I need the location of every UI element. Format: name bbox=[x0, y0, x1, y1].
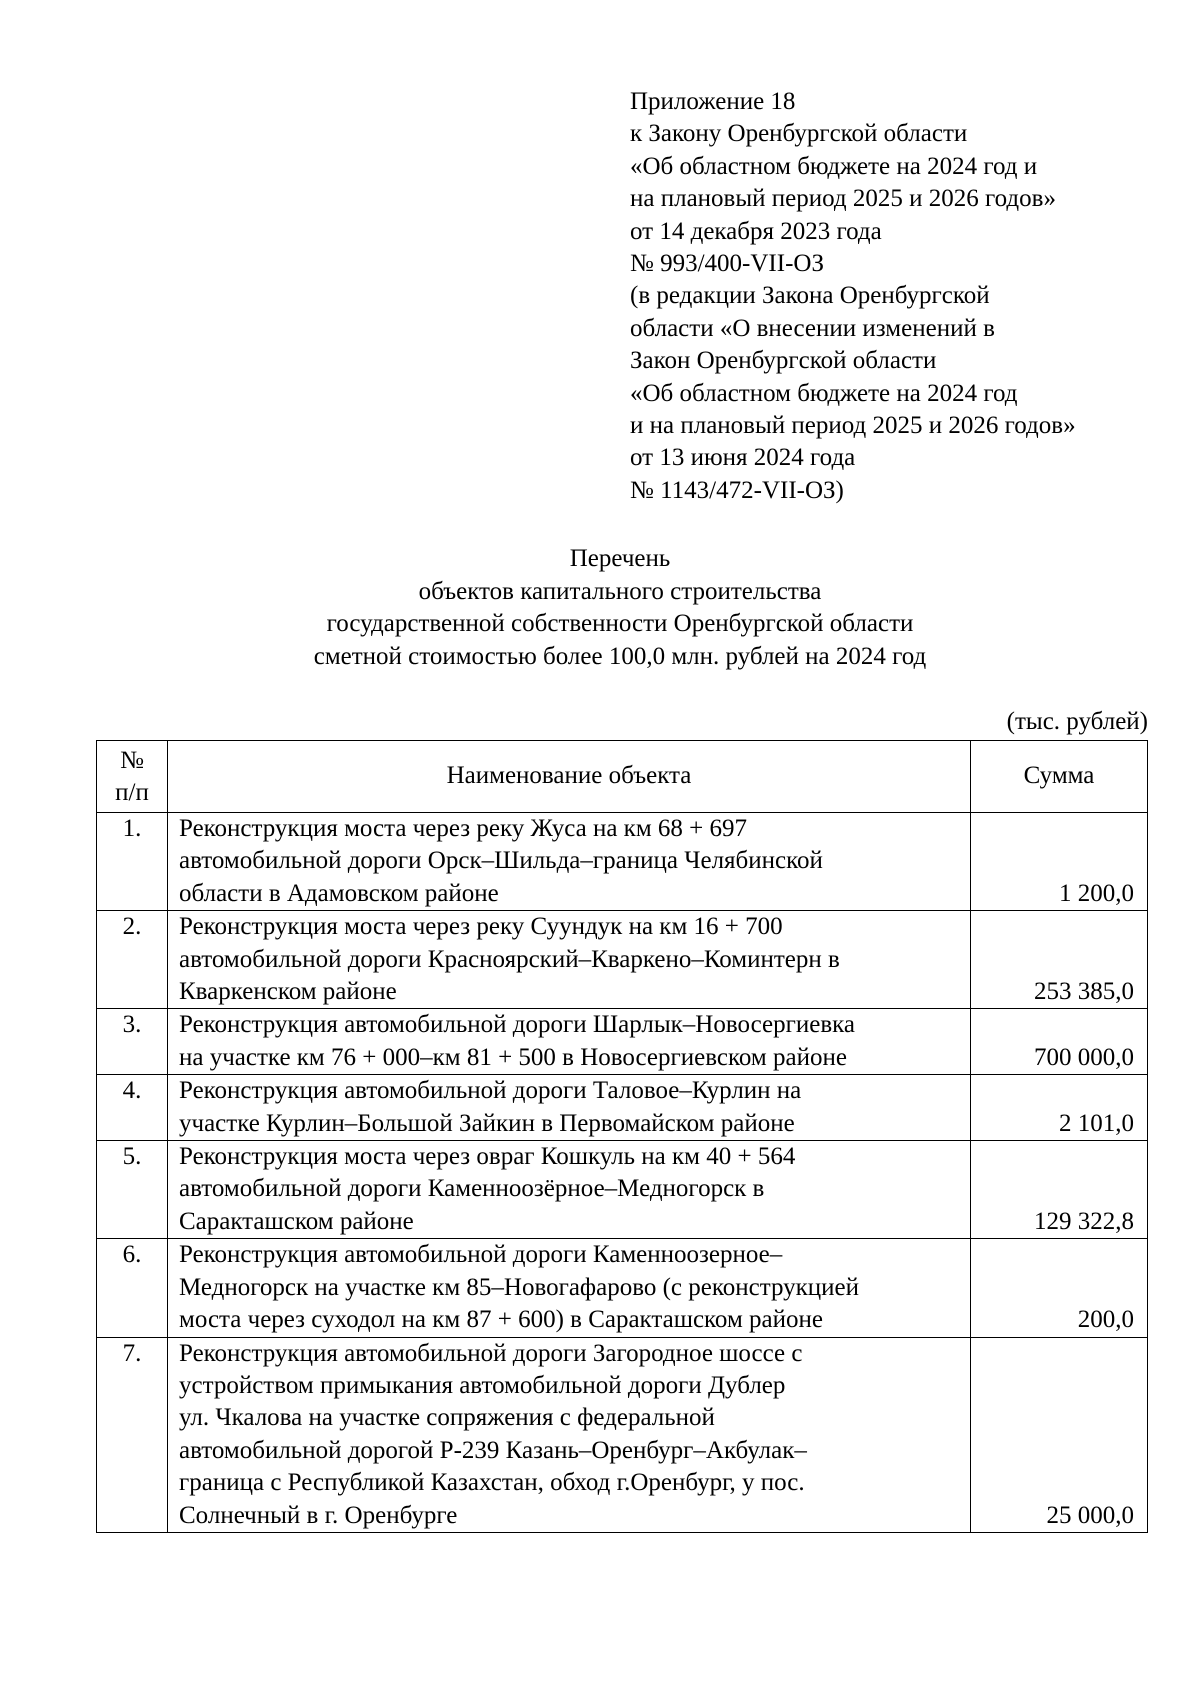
appendix-line: от 13 июня 2024 года bbox=[630, 444, 856, 472]
table-body bbox=[97, 813, 1148, 1533]
appendix-line: области «О внесении изменений в bbox=[630, 314, 995, 342]
appendix-line: на плановый период 2025 и 2026 годов» bbox=[630, 185, 1056, 213]
header-number-line2: п/п bbox=[115, 778, 149, 806]
document-title bbox=[0, 543, 1200, 673]
row-name-line: Солнечный в г. Оренбурге bbox=[179, 1501, 458, 1529]
appendix-line: № 1143/472-VII-ОЗ) bbox=[630, 476, 844, 504]
appendix-line: «Об областном бюджете на 2024 год bbox=[630, 379, 1018, 407]
row-sum: 200,0 bbox=[971, 1239, 1148, 1337]
row-sum: 253 385,0 bbox=[971, 911, 1148, 1009]
row-name-line: автомобильной дорогой Р-239 Казань–Оренбург–Акбулак– bbox=[179, 1436, 807, 1464]
appendix-block bbox=[630, 86, 1076, 507]
objects-table bbox=[96, 740, 1148, 1533]
row-number: 6. bbox=[97, 1239, 168, 1337]
row-name-line: на участке км 76 + 000–км 81 + 500 в Новосергиевском районе bbox=[179, 1043, 847, 1071]
row-name-line: Медногорск на участке км 85–Новогафарово (с реконструкцией bbox=[179, 1273, 860, 1301]
table-row bbox=[97, 1009, 1148, 1075]
header-sum: Сумма bbox=[971, 741, 1148, 813]
row-name bbox=[168, 1075, 971, 1141]
row-number: 7. bbox=[97, 1337, 168, 1532]
row-number: 2. bbox=[97, 911, 168, 1009]
row-name bbox=[168, 1337, 971, 1532]
table-row bbox=[97, 911, 1148, 1009]
row-name-line: участке Курлин–Большой Зайкин в Первомайском районе bbox=[179, 1109, 795, 1137]
row-name bbox=[168, 813, 971, 911]
row-name-line: моста через суходол на км 87 + 600) в Саракташском районе bbox=[179, 1306, 823, 1334]
row-name-line: Реконструкция моста через овраг Кошкуль на км 40 + 564 bbox=[179, 1143, 796, 1171]
row-name-line: автомобильной дороги Орск–Шильда–граница Челябинской bbox=[179, 847, 823, 875]
header-number bbox=[97, 741, 168, 813]
row-name-line: Реконструкция автомобильной дороги Шарлык–Новосергиевка bbox=[179, 1011, 855, 1039]
appendix-line: Приложение 18 bbox=[630, 88, 796, 115]
row-name-line: Реконструкция моста через реку Суундук на км 16 + 700 bbox=[179, 913, 783, 941]
row-name-line: Реконструкция моста через реку Жуса на км 68 + 697 bbox=[179, 815, 747, 842]
row-name-line: Реконструкция автомобильной дороги Загородное шоссе с bbox=[179, 1339, 803, 1367]
header-name: Наименование объекта bbox=[168, 741, 971, 813]
row-name bbox=[168, 1009, 971, 1075]
appendix-line: к Закону Оренбургской области bbox=[630, 120, 968, 148]
row-sum: 129 322,8 bbox=[971, 1141, 1148, 1239]
table-row bbox=[97, 1141, 1148, 1239]
table-row bbox=[97, 1239, 1148, 1337]
row-number: 5. bbox=[97, 1141, 168, 1239]
row-number: 4. bbox=[97, 1075, 168, 1141]
row-name-line: ул. Чкалова на участке сопряжения с федеральной bbox=[179, 1404, 715, 1432]
appendix-line: Закон Оренбургской области bbox=[630, 347, 937, 375]
row-sum: 2 101,0 bbox=[971, 1075, 1148, 1141]
title-line: сметной стоимостью более 100,0 млн. рублей на 2024 год bbox=[313, 642, 927, 670]
row-name-line: устройством примыкания автомобильной дороги Дублер bbox=[179, 1371, 786, 1399]
appendix-line: «Об областном бюджете на 2024 год и bbox=[630, 152, 1038, 180]
appendix-line: от 14 декабря 2023 года bbox=[630, 217, 882, 245]
title-line: объектов капитального строительства bbox=[418, 577, 822, 605]
row-name-line: граница с Республикой Казахстан, обход г.Оренбург, у пос. bbox=[179, 1469, 805, 1497]
appendix-line: и на плановый период 2025 и 2026 годов» bbox=[630, 412, 1076, 440]
units-label: (тыс. рублей) bbox=[1006, 708, 1148, 735]
row-number: 1. bbox=[97, 813, 168, 911]
appendix-line: (в редакции Закона Оренбургской bbox=[630, 282, 990, 310]
row-name bbox=[168, 911, 971, 1009]
title-line: государственной собственности Оренбургской области bbox=[326, 610, 914, 637]
table-row bbox=[97, 1075, 1148, 1141]
row-number: 3. bbox=[97, 1009, 168, 1075]
row-name-line: области в Адамовском районе bbox=[179, 879, 499, 907]
row-sum: 25 000,0 bbox=[971, 1337, 1148, 1532]
appendix-line: № 993/400-VII-ОЗ bbox=[630, 250, 824, 278]
row-name-line: автомобильной дороги Красноярский–Кваркено–Коминтерн в bbox=[179, 945, 840, 973]
row-sum: 1 200,0 bbox=[971, 813, 1148, 911]
table-header-row bbox=[97, 741, 1148, 813]
title-line: Перечень bbox=[569, 545, 671, 572]
row-name-line: Кваркенском районе bbox=[179, 978, 397, 1006]
header-number-line1: № bbox=[120, 746, 144, 774]
row-name bbox=[168, 1141, 971, 1239]
row-name-line: Саракташском районе bbox=[179, 1207, 414, 1235]
row-name-line: автомобильной дороги Каменноозёрное–Медногорск в bbox=[179, 1175, 765, 1203]
row-name bbox=[168, 1239, 971, 1337]
row-name-line: Реконструкция автомобильной дороги Каменноозерное– bbox=[179, 1241, 783, 1269]
table-row bbox=[97, 1337, 1148, 1532]
row-sum: 700 000,0 bbox=[971, 1009, 1148, 1075]
row-name-line: Реконструкция автомобильной дороги Таловое–Курлин на bbox=[179, 1077, 802, 1105]
table-row bbox=[97, 813, 1148, 911]
